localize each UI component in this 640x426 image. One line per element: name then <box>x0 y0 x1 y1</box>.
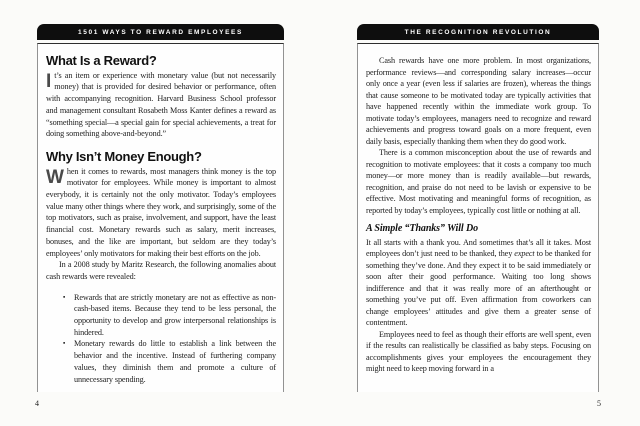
page-body-right <box>357 43 599 392</box>
section-heading-why-isnt-money-enough: Why Isn’t Money Enough? <box>46 148 202 164</box>
list-item-text: Rewards that are strictly monetary are not as effective as non-cash-based items. Because they tend to be less personal, the opportunity to develop and grow interpersonal relationships is hindered. <box>74 292 276 337</box>
bullet-list-cash-anomalies <box>46 292 276 386</box>
running-head-bar-left <box>37 24 284 40</box>
page-body-left <box>37 43 284 392</box>
paragraph-money-motivator-text: hen it comes to rewards, most managers think money is the top motivator for employees. While money is important to almost everybody, it is certainly not the only motivator. Today’s employees value many other things where they work, and surprisingly, some of the top motivators, such as praise, involvement, and support, have the least financial cost. Monetary rewards such as salary, merit increases, bonuses, and the like are important, but seldom are they today’s employees’ only motivators for making their best efforts on the job. <box>46 166 276 258</box>
paragraph-maritz-study: In a 2008 study by Maritz Research, the following anomalies about cash rewards were revealed: <box>46 260 276 281</box>
running-head-title-right: THE RECOGNITION REVOLUTION <box>404 29 552 36</box>
page-number-left: 4 <box>35 399 39 408</box>
paragraph-misconception: There is a common misconception about the use of rewards and recognition to motivate employees: that it costs a company too much money—or more money than is readily available—but rewards, recognition, and praise do not need to be lavish or expensive to be effective. Most motivating and meaningful forms of recognition, as reported by today’s employees, typically cost little or nothing at all. <box>366 148 591 215</box>
running-head-bar-right <box>357 24 599 40</box>
page-number-right: 5 <box>597 399 601 408</box>
bullet-icon: ▪ <box>63 340 66 348</box>
list-item <box>46 338 276 385</box>
drop-cap-w: W <box>46 166 64 188</box>
paragraph-thank-you-lead: It all starts with a thank you. And sometimes that’s all it takes. Most employees don’t just need to be thanked, they <box>366 237 591 258</box>
book-page-left <box>35 24 284 408</box>
subheading-a-simple-thanks: A Simple “Thanks” Will Do <box>366 223 478 234</box>
bullet-icon: ▪ <box>63 293 66 301</box>
paragraph-cash-rewards-problem: Cash rewards have one more problem. In most organizations, performance reviews—and corresponding salary increases—occur only once a year (even less if salaries are frozen), whereas the things that cause someone to be motivated today are typically activities that have happened recently within the immediate work group. To motivate today’s employees, managers need to recognize and reward achievements and progress toward goals on a more frequent, even daily basis, especially thanking them when they do good work. <box>366 56 591 146</box>
paragraph-thank-you <box>366 237 591 329</box>
book-page-right <box>357 24 601 408</box>
paragraph-reward-definition-text: t’s an item or experience with monetary value (but not necessarily money) that is provided for desired behavior or performance, often with accompanying recognition. Harvard Business School professor and management consultant Rosabeth Moss Kanter defines a reward as “something special—a special gain for special achievements, a treat for doing something above-and-beyond.” <box>46 70 276 139</box>
drop-cap-i: I <box>46 70 52 92</box>
emphasized-word-expect: expect <box>514 249 535 258</box>
list-item-text: Monetary rewards do little to establish a link between the behavior and the incentive. Instead of furthering company values, they diminish them and promote a culture of unnecessary spending. <box>74 339 276 384</box>
paragraph-reward-definition <box>46 70 276 140</box>
running-head-title-left: 1501 WAYS TO REWARD EMPLOYEES <box>78 29 243 36</box>
paragraph-efforts-well-spent: Employees need to feel as though their efforts are well spent, even if the results can realistically be classified as baby steps. Focusing on accomplishments gives your employees the encouragement they might need to keep moving forward in a <box>366 329 591 373</box>
list-item <box>46 292 276 339</box>
paragraph-money-motivator <box>46 166 276 260</box>
paragraph-thank-you-rest: to be thanked for something they’ve done. And they expect it to be said immediately or soon after their good performance. Waiting too long shows indifference and that it was really more of an afterthought or something you’ve put off. Even affirmation from coworkers can change employees’ attitudes and give them a greater sense of contentment. <box>366 249 591 327</box>
section-heading-what-is-a-reward: What Is a Reward? <box>46 53 157 68</box>
